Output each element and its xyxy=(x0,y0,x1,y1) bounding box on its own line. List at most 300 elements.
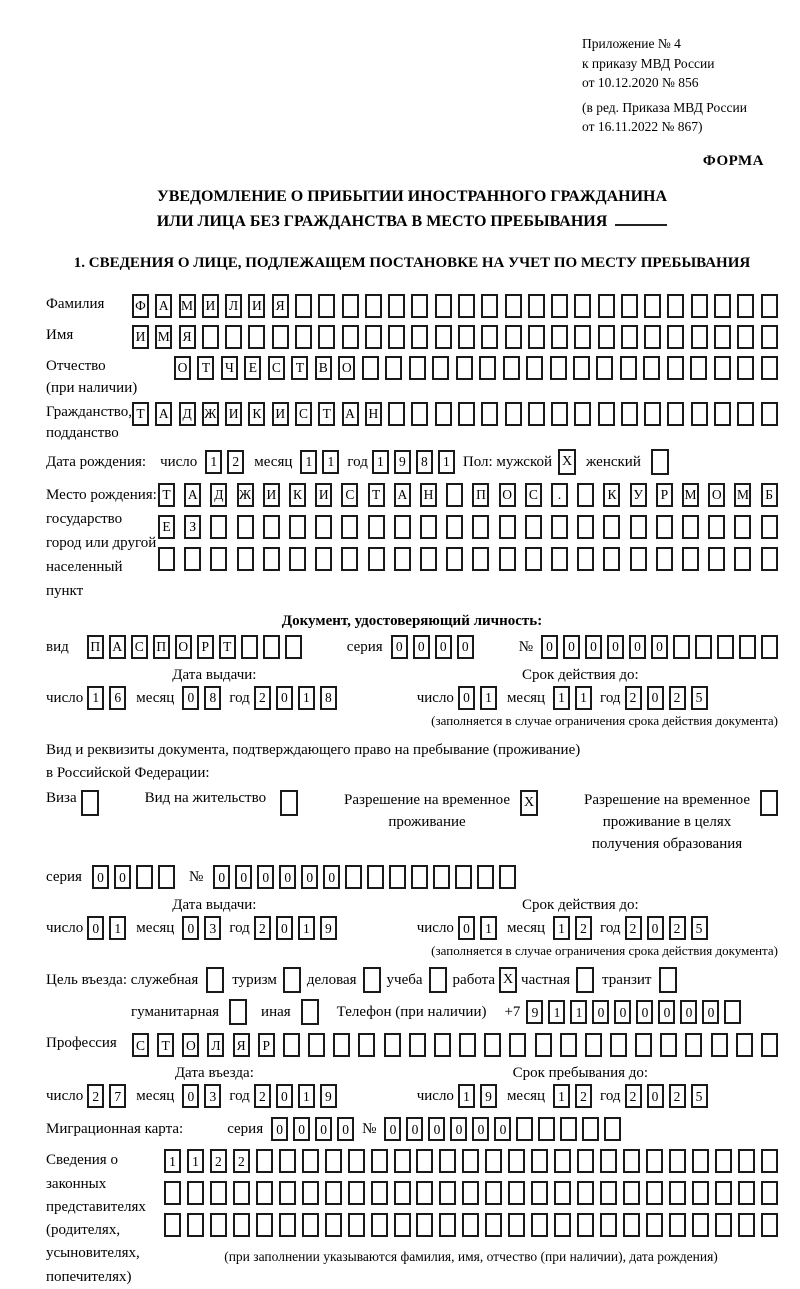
char-cell[interactable] xyxy=(711,1033,728,1057)
char-cell[interactable] xyxy=(263,515,280,539)
char-cell[interactable] xyxy=(574,402,591,426)
char-cell[interactable]: П xyxy=(87,635,104,659)
char-cell[interactable]: 0 xyxy=(406,1117,423,1141)
char-cell[interactable] xyxy=(761,547,778,571)
char-cell[interactable] xyxy=(550,356,567,380)
char-cell[interactable] xyxy=(708,547,725,571)
char-cell[interactable] xyxy=(577,1213,594,1237)
char-cell[interactable] xyxy=(499,515,516,539)
char-cell[interactable] xyxy=(394,1181,411,1205)
char-cell[interactable] xyxy=(656,547,673,571)
char-cell[interactable] xyxy=(646,1149,663,1173)
char-cell[interactable] xyxy=(737,325,754,349)
char-cell[interactable]: 1 xyxy=(187,1149,204,1173)
char-cell[interactable]: О xyxy=(708,483,725,507)
char-cell[interactable] xyxy=(256,1181,273,1205)
char-cell[interactable] xyxy=(385,356,402,380)
char-cell[interactable]: 0 xyxy=(428,1117,445,1141)
char-cell[interactable] xyxy=(365,325,382,349)
char-cell[interactable] xyxy=(285,635,302,659)
char-cell[interactable]: 2 xyxy=(233,1149,250,1173)
char-cell[interactable] xyxy=(241,635,258,659)
char-cell[interactable] xyxy=(416,1213,433,1237)
char-cell[interactable] xyxy=(598,325,615,349)
char-cell[interactable]: Я xyxy=(179,325,196,349)
char-cell[interactable] xyxy=(600,1149,617,1173)
char-cell[interactable]: Т xyxy=(318,402,335,426)
char-cell[interactable]: 2 xyxy=(625,1084,642,1108)
char-cell[interactable] xyxy=(656,515,673,539)
char-cell[interactable] xyxy=(714,325,731,349)
char-cell[interactable] xyxy=(416,1181,433,1205)
char-cell[interactable]: 0 xyxy=(235,865,252,889)
char-cell[interactable]: Р xyxy=(656,483,673,507)
char-cell[interactable] xyxy=(409,1033,426,1057)
char-cell[interactable] xyxy=(237,515,254,539)
char-cell[interactable]: 0 xyxy=(585,635,602,659)
char-cell[interactable] xyxy=(384,1033,401,1057)
char-cell[interactable]: З xyxy=(184,515,201,539)
char-cell[interactable]: 7 xyxy=(109,1084,126,1108)
char-cell[interactable]: 9 xyxy=(480,1084,497,1108)
char-cell[interactable] xyxy=(187,1213,204,1237)
char-cell[interactable] xyxy=(582,1117,599,1141)
char-cell[interactable] xyxy=(158,547,175,571)
char-cell[interactable]: 1 xyxy=(458,1084,475,1108)
char-cell[interactable]: И xyxy=(315,483,332,507)
char-cell[interactable]: 0 xyxy=(607,635,624,659)
temp-residence-checkbox[interactable]: X xyxy=(520,790,538,816)
char-cell[interactable] xyxy=(738,1213,755,1237)
char-cell[interactable] xyxy=(389,865,406,889)
char-cell[interactable] xyxy=(551,515,568,539)
char-cell[interactable] xyxy=(528,325,545,349)
char-cell[interactable]: С xyxy=(525,483,542,507)
char-cell[interactable] xyxy=(318,294,335,318)
char-cell[interactable]: 0 xyxy=(276,686,293,710)
char-cell[interactable]: А xyxy=(394,483,411,507)
char-cell[interactable]: 2 xyxy=(575,916,592,940)
char-cell[interactable] xyxy=(289,547,306,571)
purpose-humanitarian-checkbox[interactable] xyxy=(229,999,247,1025)
char-cell[interactable] xyxy=(736,1033,753,1057)
char-cell[interactable]: 0 xyxy=(494,1117,511,1141)
char-cell[interactable]: М xyxy=(179,294,196,318)
char-cell[interactable]: 0 xyxy=(457,635,474,659)
char-cell[interactable] xyxy=(623,1181,640,1205)
char-cell[interactable] xyxy=(362,356,379,380)
char-cell[interactable] xyxy=(600,1213,617,1237)
char-cell[interactable] xyxy=(643,356,660,380)
char-cell[interactable] xyxy=(667,402,684,426)
char-cell[interactable]: Ф xyxy=(132,294,149,318)
char-cell[interactable]: 0 xyxy=(647,1084,664,1108)
char-cell[interactable] xyxy=(525,547,542,571)
char-cell[interactable] xyxy=(573,356,590,380)
char-cell[interactable]: 2 xyxy=(669,1084,686,1108)
char-cell[interactable] xyxy=(256,1149,273,1173)
char-cell[interactable] xyxy=(248,325,265,349)
char-cell[interactable] xyxy=(455,865,472,889)
char-cell[interactable] xyxy=(585,1033,602,1057)
char-cell[interactable] xyxy=(420,547,437,571)
char-cell[interactable] xyxy=(416,1149,433,1173)
char-cell[interactable]: 1 xyxy=(553,916,570,940)
char-cell[interactable]: П xyxy=(153,635,170,659)
char-cell[interactable]: 9 xyxy=(320,1084,337,1108)
char-cell[interactable] xyxy=(462,1181,479,1205)
char-cell[interactable] xyxy=(479,356,496,380)
char-cell[interactable] xyxy=(295,325,312,349)
char-cell[interactable]: 0 xyxy=(182,1084,199,1108)
char-cell[interactable] xyxy=(263,547,280,571)
char-cell[interactable] xyxy=(210,1213,227,1237)
char-cell[interactable]: 0 xyxy=(472,1117,489,1141)
char-cell[interactable] xyxy=(368,547,385,571)
char-cell[interactable] xyxy=(136,865,153,889)
char-cell[interactable]: 9 xyxy=(526,1000,543,1024)
char-cell[interactable]: 0 xyxy=(323,865,340,889)
char-cell[interactable]: Т xyxy=(157,1033,174,1057)
char-cell[interactable] xyxy=(365,294,382,318)
char-cell[interactable]: 0 xyxy=(435,635,452,659)
char-cell[interactable] xyxy=(256,1213,273,1237)
char-cell[interactable] xyxy=(456,356,473,380)
char-cell[interactable]: 0 xyxy=(384,1117,401,1141)
char-cell[interactable] xyxy=(348,1149,365,1173)
char-cell[interactable]: К xyxy=(289,483,306,507)
char-cell[interactable]: 0 xyxy=(315,1117,332,1141)
char-cell[interactable] xyxy=(446,515,463,539)
char-cell[interactable] xyxy=(644,294,661,318)
char-cell[interactable] xyxy=(472,547,489,571)
char-cell[interactable] xyxy=(738,1149,755,1173)
char-cell[interactable] xyxy=(458,294,475,318)
char-cell[interactable] xyxy=(715,1149,732,1173)
char-cell[interactable]: Н xyxy=(365,402,382,426)
char-cell[interactable]: Р xyxy=(197,635,214,659)
char-cell[interactable] xyxy=(435,402,452,426)
char-cell[interactable] xyxy=(630,547,647,571)
char-cell[interactable] xyxy=(342,294,359,318)
char-cell[interactable] xyxy=(714,294,731,318)
char-cell[interactable]: 1 xyxy=(109,916,126,940)
char-cell[interactable] xyxy=(485,1149,502,1173)
char-cell[interactable]: 1 xyxy=(87,686,104,710)
char-cell[interactable]: 1 xyxy=(480,916,497,940)
char-cell[interactable] xyxy=(411,294,428,318)
char-cell[interactable]: О xyxy=(175,635,192,659)
char-cell[interactable] xyxy=(462,1213,479,1237)
residence-permit-checkbox[interactable] xyxy=(280,790,298,816)
char-cell[interactable] xyxy=(531,1181,548,1205)
char-cell[interactable] xyxy=(577,515,594,539)
char-cell[interactable]: И xyxy=(272,402,289,426)
char-cell[interactable] xyxy=(691,402,708,426)
char-cell[interactable] xyxy=(458,325,475,349)
char-cell[interactable]: А xyxy=(109,635,126,659)
char-cell[interactable] xyxy=(158,865,175,889)
char-cell[interactable] xyxy=(598,402,615,426)
char-cell[interactable]: Л xyxy=(225,294,242,318)
char-cell[interactable] xyxy=(458,402,475,426)
char-cell[interactable] xyxy=(341,547,358,571)
char-cell[interactable]: И xyxy=(248,294,265,318)
char-cell[interactable] xyxy=(669,1181,686,1205)
char-cell[interactable]: 2 xyxy=(575,1084,592,1108)
char-cell[interactable] xyxy=(508,1213,525,1237)
char-cell[interactable]: 8 xyxy=(320,686,337,710)
char-cell[interactable] xyxy=(737,402,754,426)
char-cell[interactable] xyxy=(667,356,684,380)
char-cell[interactable] xyxy=(738,1181,755,1205)
char-cell[interactable]: Я xyxy=(272,294,289,318)
char-cell[interactable] xyxy=(691,294,708,318)
char-cell[interactable] xyxy=(734,547,751,571)
char-cell[interactable] xyxy=(341,515,358,539)
char-cell[interactable] xyxy=(388,402,405,426)
char-cell[interactable]: С xyxy=(131,635,148,659)
char-cell[interactable] xyxy=(348,1213,365,1237)
char-cell[interactable] xyxy=(551,294,568,318)
char-cell[interactable] xyxy=(394,515,411,539)
char-cell[interactable] xyxy=(508,1149,525,1173)
char-cell[interactable] xyxy=(283,1033,300,1057)
char-cell[interactable] xyxy=(646,1181,663,1205)
char-cell[interactable] xyxy=(621,325,638,349)
char-cell[interactable]: 0 xyxy=(257,865,274,889)
char-cell[interactable] xyxy=(499,547,516,571)
char-cell[interactable] xyxy=(554,1149,571,1173)
char-cell[interactable] xyxy=(623,1213,640,1237)
char-cell[interactable] xyxy=(481,325,498,349)
purpose-business-checkbox[interactable] xyxy=(206,967,224,993)
char-cell[interactable] xyxy=(761,1149,778,1173)
char-cell[interactable] xyxy=(690,356,707,380)
char-cell[interactable] xyxy=(531,1213,548,1237)
char-cell[interactable]: А xyxy=(342,402,359,426)
char-cell[interactable] xyxy=(505,402,522,426)
char-cell[interactable] xyxy=(708,515,725,539)
char-cell[interactable] xyxy=(685,1033,702,1057)
char-cell[interactable]: Е xyxy=(244,356,261,380)
char-cell[interactable] xyxy=(669,1149,686,1173)
char-cell[interactable] xyxy=(739,635,756,659)
char-cell[interactable] xyxy=(574,325,591,349)
sex-male-checkbox[interactable]: X xyxy=(558,449,576,475)
char-cell[interactable] xyxy=(367,865,384,889)
char-cell[interactable] xyxy=(505,294,522,318)
char-cell[interactable] xyxy=(210,547,227,571)
char-cell[interactable]: П xyxy=(472,483,489,507)
char-cell[interactable]: Т xyxy=(197,356,214,380)
char-cell[interactable]: 1 xyxy=(300,450,317,474)
char-cell[interactable]: Т xyxy=(291,356,308,380)
char-cell[interactable]: 0 xyxy=(293,1117,310,1141)
char-cell[interactable]: К xyxy=(248,402,265,426)
char-cell[interactable] xyxy=(210,1181,227,1205)
char-cell[interactable] xyxy=(620,356,637,380)
char-cell[interactable] xyxy=(279,1213,296,1237)
char-cell[interactable]: Ж xyxy=(237,483,254,507)
char-cell[interactable] xyxy=(439,1213,456,1237)
char-cell[interactable]: 1 xyxy=(548,1000,565,1024)
char-cell[interactable] xyxy=(531,1149,548,1173)
char-cell[interactable] xyxy=(560,1033,577,1057)
char-cell[interactable]: 2 xyxy=(625,686,642,710)
char-cell[interactable] xyxy=(695,635,712,659)
char-cell[interactable]: 1 xyxy=(164,1149,181,1173)
char-cell[interactable]: 0 xyxy=(614,1000,631,1024)
char-cell[interactable] xyxy=(577,483,594,507)
char-cell[interactable] xyxy=(210,515,227,539)
char-cell[interactable] xyxy=(717,635,734,659)
char-cell[interactable] xyxy=(477,865,494,889)
char-cell[interactable] xyxy=(574,294,591,318)
char-cell[interactable]: 6 xyxy=(109,686,126,710)
char-cell[interactable] xyxy=(164,1213,181,1237)
char-cell[interactable] xyxy=(560,1117,577,1141)
char-cell[interactable] xyxy=(485,1213,502,1237)
char-cell[interactable]: И xyxy=(263,483,280,507)
char-cell[interactable] xyxy=(603,515,620,539)
char-cell[interactable] xyxy=(644,325,661,349)
char-cell[interactable]: Д xyxy=(179,402,196,426)
char-cell[interactable] xyxy=(289,515,306,539)
char-cell[interactable] xyxy=(623,1149,640,1173)
char-cell[interactable] xyxy=(409,356,426,380)
char-cell[interactable] xyxy=(669,1213,686,1237)
char-cell[interactable]: 2 xyxy=(625,916,642,940)
char-cell[interactable] xyxy=(761,1213,778,1237)
char-cell[interactable] xyxy=(411,402,428,426)
char-cell[interactable] xyxy=(646,1213,663,1237)
char-cell[interactable] xyxy=(325,1181,342,1205)
char-cell[interactable] xyxy=(508,1181,525,1205)
char-cell[interactable] xyxy=(272,325,289,349)
char-cell[interactable]: Я xyxy=(233,1033,250,1057)
char-cell[interactable] xyxy=(691,325,708,349)
char-cell[interactable] xyxy=(714,402,731,426)
char-cell[interactable] xyxy=(499,865,516,889)
char-cell[interactable] xyxy=(761,515,778,539)
char-cell[interactable] xyxy=(600,1181,617,1205)
char-cell[interactable] xyxy=(737,356,754,380)
char-cell[interactable] xyxy=(635,1033,652,1057)
char-cell[interactable]: 2 xyxy=(669,916,686,940)
char-cell[interactable] xyxy=(315,515,332,539)
char-cell[interactable] xyxy=(394,547,411,571)
char-cell[interactable] xyxy=(528,294,545,318)
char-cell[interactable] xyxy=(333,1033,350,1057)
char-cell[interactable] xyxy=(604,1117,621,1141)
char-cell[interactable]: 0 xyxy=(114,865,131,889)
char-cell[interactable]: К xyxy=(603,483,620,507)
char-cell[interactable]: 0 xyxy=(458,916,475,940)
char-cell[interactable]: 0 xyxy=(541,635,558,659)
char-cell[interactable] xyxy=(667,325,684,349)
char-cell[interactable]: Д xyxy=(210,483,227,507)
char-cell[interactable]: Т xyxy=(158,483,175,507)
char-cell[interactable] xyxy=(485,1181,502,1205)
char-cell[interactable] xyxy=(577,547,594,571)
char-cell[interactable]: 2 xyxy=(210,1149,227,1173)
char-cell[interactable] xyxy=(673,635,690,659)
char-cell[interactable] xyxy=(761,294,778,318)
purpose-private-checkbox[interactable] xyxy=(576,967,594,993)
char-cell[interactable]: 0 xyxy=(647,916,664,940)
char-cell[interactable] xyxy=(318,325,335,349)
char-cell[interactable] xyxy=(596,356,613,380)
char-cell[interactable]: 0 xyxy=(337,1117,354,1141)
purpose-study-checkbox[interactable] xyxy=(429,967,447,993)
char-cell[interactable] xyxy=(325,1213,342,1237)
char-cell[interactable] xyxy=(603,547,620,571)
purpose-work-checkbox[interactable]: X xyxy=(499,967,517,993)
char-cell[interactable]: 2 xyxy=(227,450,244,474)
char-cell[interactable] xyxy=(761,402,778,426)
char-cell[interactable] xyxy=(737,294,754,318)
char-cell[interactable] xyxy=(432,356,449,380)
char-cell[interactable]: 0 xyxy=(413,635,430,659)
char-cell[interactable]: В xyxy=(315,356,332,380)
purpose-commercial-checkbox[interactable] xyxy=(363,967,381,993)
char-cell[interactable] xyxy=(667,294,684,318)
char-cell[interactable] xyxy=(610,1033,627,1057)
char-cell[interactable]: 1 xyxy=(553,1084,570,1108)
char-cell[interactable]: С xyxy=(295,402,312,426)
char-cell[interactable] xyxy=(551,325,568,349)
char-cell[interactable] xyxy=(368,515,385,539)
char-cell[interactable]: 0 xyxy=(92,865,109,889)
char-cell[interactable] xyxy=(388,294,405,318)
char-cell[interactable] xyxy=(459,1033,476,1057)
char-cell[interactable]: И xyxy=(202,294,219,318)
char-cell[interactable]: 0 xyxy=(658,1000,675,1024)
char-cell[interactable]: 0 xyxy=(276,1084,293,1108)
char-cell[interactable]: Е xyxy=(158,515,175,539)
char-cell[interactable]: 1 xyxy=(570,1000,587,1024)
char-cell[interactable]: 8 xyxy=(416,450,433,474)
char-cell[interactable] xyxy=(164,1181,181,1205)
char-cell[interactable] xyxy=(279,1181,296,1205)
char-cell[interactable] xyxy=(435,325,452,349)
char-cell[interactable]: 0 xyxy=(592,1000,609,1024)
char-cell[interactable]: Ж xyxy=(202,402,219,426)
visa-checkbox[interactable] xyxy=(81,790,99,816)
char-cell[interactable]: 1 xyxy=(205,450,222,474)
char-cell[interactable] xyxy=(554,1181,571,1205)
char-cell[interactable] xyxy=(761,325,778,349)
char-cell[interactable]: М xyxy=(155,325,172,349)
char-cell[interactable]: 1 xyxy=(322,450,339,474)
char-cell[interactable] xyxy=(225,325,242,349)
char-cell[interactable]: 0 xyxy=(182,686,199,710)
char-cell[interactable]: 1 xyxy=(298,916,315,940)
char-cell[interactable] xyxy=(621,402,638,426)
char-cell[interactable]: Т xyxy=(132,402,149,426)
char-cell[interactable] xyxy=(598,294,615,318)
char-cell[interactable] xyxy=(577,1149,594,1173)
char-cell[interactable] xyxy=(295,294,312,318)
char-cell[interactable] xyxy=(446,483,463,507)
char-cell[interactable]: 1 xyxy=(575,686,592,710)
char-cell[interactable]: Н xyxy=(420,483,437,507)
char-cell[interactable]: Т xyxy=(368,483,385,507)
char-cell[interactable] xyxy=(761,356,778,380)
char-cell[interactable] xyxy=(433,865,450,889)
char-cell[interactable]: 5 xyxy=(691,686,708,710)
